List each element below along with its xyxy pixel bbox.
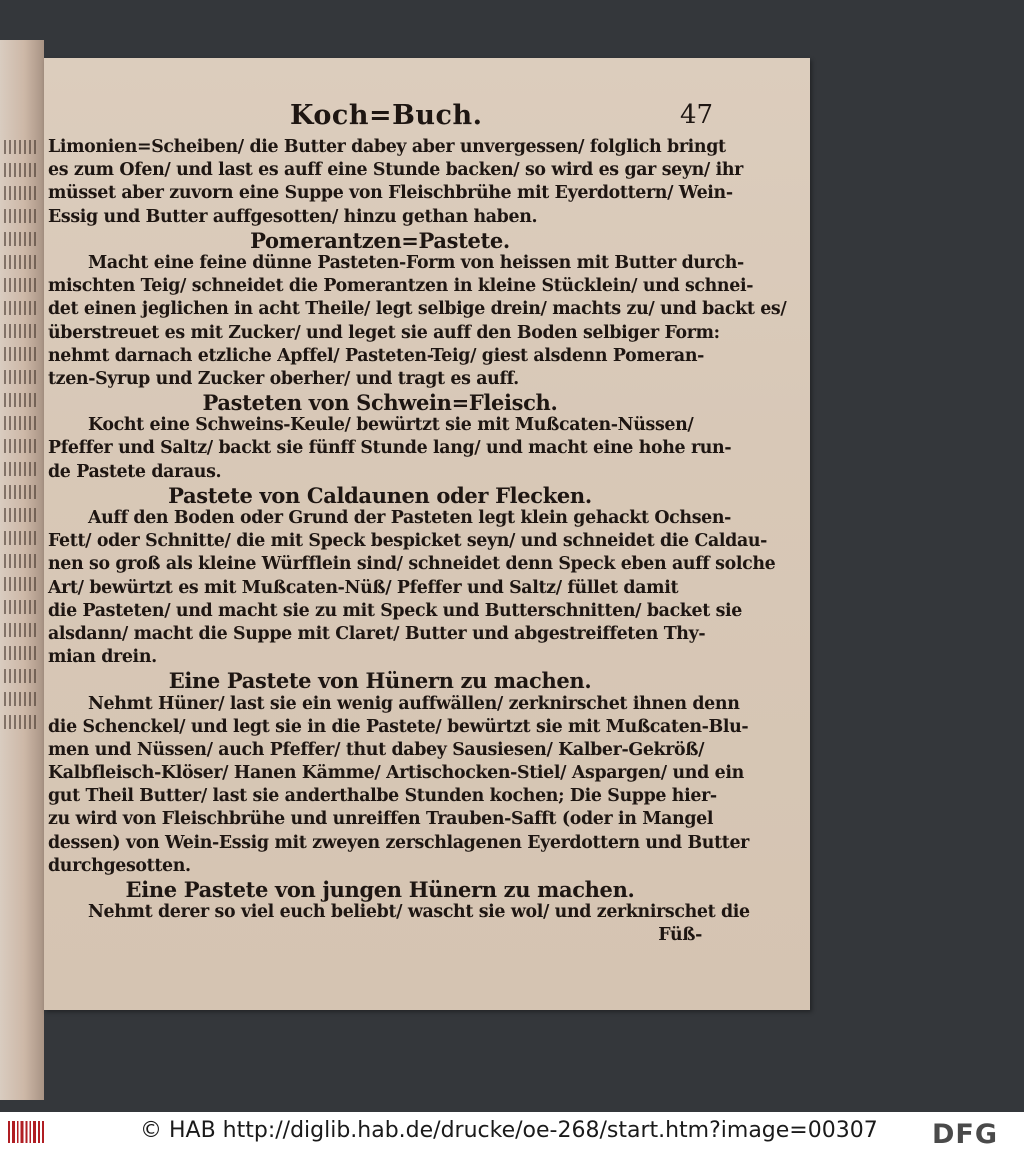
text-line: müsset aber zuvorn eine Suppe von Fleischbrühe mit Eyerdottern/ Wein- [48,183,733,204]
text-line: alsdann/ macht die Suppe mit Claret/ Butter und abgestreiffeten Thy- [48,623,706,644]
book-page [44,58,810,1010]
facing-page-glyph [4,439,38,453]
facing-page-glyph [4,163,38,177]
text-line: die Schenckel/ und legt sie in die Pastete/ bewürtzt sie mit Mußcaten-Blu- [48,716,749,737]
text-line: Nehmt Hüner/ last sie ein wenig auffwällen/ zerknirschet ihnen denn [88,693,740,714]
text-line: Kocht eine Schweins-Keule/ bewürtzt sie mit Mußcaten-Nüssen/ [88,415,694,436]
section-heading: Eine Pastete von Hünern zu machen. [168,668,592,694]
facing-page-glyph [4,485,38,499]
text-line: Limonien=Scheiben/ die Butter dabey aber unvergessen/ folglich bringt [48,137,726,157]
section-heading: Eine Pastete von jungen Hünern zu machen. [125,877,635,902]
text-line: Nehmt derer so viel euch beliebt/ wascht sie wol/ und zerknirschet die [88,902,750,923]
facing-page-glyph [4,186,38,200]
facing-page-glyph [4,393,38,407]
text-line: Art/ bewürtzt es mit Mußcaten-Nüß/ Pfeffer und Saltz/ füllet damit [48,577,679,598]
copyright-url-text: © HAB http://diglib.hab.de/drucke/oe-268/start.htm?image=00307 [140,1118,878,1143]
text-line: Fett/ oder Schnitte/ die mit Speck bespicket seyn/ und schneidet die Caldau- [48,531,768,552]
text-line: gut Theil Butter/ last sie anderthalbe Stunden kochen; Die Suppe hier- [48,786,717,807]
facing-page-glyph [4,531,38,545]
viewer-footer [0,1112,1024,1152]
text-line: Essig und Butter auffgesotten/ hinzu gethan haben. [48,206,538,227]
facing-page-glyph [4,669,38,683]
page-number: 47 [680,100,714,130]
facing-page-glyph [4,646,38,660]
facing-page-glyph [4,232,38,246]
text-block [48,136,787,948]
text-line: dessen) von Wein-Essig mit zweyen zerschlagenen Eyerdottern und Butter [48,832,749,853]
facing-page-glyph [4,278,38,292]
text-line: tzen-Syrup und Zucker oberher/ und tragt es auff. [48,368,519,389]
text-line: durchgesotten. [48,855,191,876]
section-heading: Pomerantzen=Pastete. [250,227,510,253]
running-title: Koch=Buch. [290,100,483,131]
text-line: nehmt darnach etzliche Apffel/ Pasteten-Teig/ giest alsdenn Pomeran- [48,345,704,366]
text-line: Auff den Boden oder Grund der Pasteten legt klein gehackt Ochsen- [88,508,732,528]
dfg-logo[interactable]: DFG [932,1119,999,1150]
text-line: mian drein. [48,647,157,668]
hab-barcode-logo-icon[interactable] [6,1118,46,1146]
facing-page-glyph [4,462,38,476]
text-line: es zum Ofen/ und last es auff eine Stunde backen/ so wird es gar seyn/ ihr [48,160,743,181]
facing-page-glyph [4,301,38,315]
text-line: mischten Teig/ schneidet die Pomerantzen in kleine Stücklein/ und schnei- [48,276,754,297]
facing-page-glyph [4,416,38,430]
section-heading: Pasteten von Schwein=Fleisch. [202,390,558,416]
text-line: nen so groß als kleine Würfflein sind/ schneidet denn Speck eben auff solche [48,554,776,575]
facing-page-glyph [4,554,38,568]
text-line: die Pasteten/ und macht sie zu mit Speck und Butterschnitten/ backet sie [48,600,743,621]
facing-page-glyph [4,140,38,154]
text-line: überstreuet es mit Zucker/ und leget sie auff den Boden selbiger Form: [48,322,720,343]
facing-page-glyph [4,347,38,361]
facing-page-glyph [4,577,38,591]
running-head [44,98,810,134]
section-heading: Pastete von Caldaunen oder Flecken. [168,482,592,508]
text-line: Kalbfleisch-Klöser/ Hanen Kämme/ Artischocken-Stiel/ Aspargen/ und ein [48,763,744,784]
facing-page-glyph [4,623,38,637]
text-line: det einen jeglichen in acht Theile/ legt selbige drein/ machts zu/ und backt es/ [48,299,787,320]
catchword: Füß- [658,925,702,946]
facing-page-glyph [4,209,38,223]
facing-page-glyph [4,715,38,729]
facing-page-glyph [4,692,38,706]
text-line: de Pastete daraus. [48,461,222,482]
facing-page-glyph [4,370,38,384]
facing-page-glyph [4,324,38,338]
text-line: zu wird von Fleischbrühe und unreiffen Trauben-Safft (oder in Mangel [48,809,714,830]
facing-page-edge [0,40,44,1100]
text-line: Pfeffer und Saltz/ backt sie fünff Stunde lang/ und macht eine hohe run- [48,438,732,459]
facing-page-glyph [4,508,38,522]
facing-page-glyph [4,255,38,269]
facing-page-glyph [4,600,38,614]
text-line: men und Nüssen/ auch Pfeffer/ thut dabey Sausiesen/ Kalber-Gekröß/ [48,739,705,760]
text-line: Macht eine feine dünne Pasteten-Form von heissen mit Butter durch- [88,252,744,273]
